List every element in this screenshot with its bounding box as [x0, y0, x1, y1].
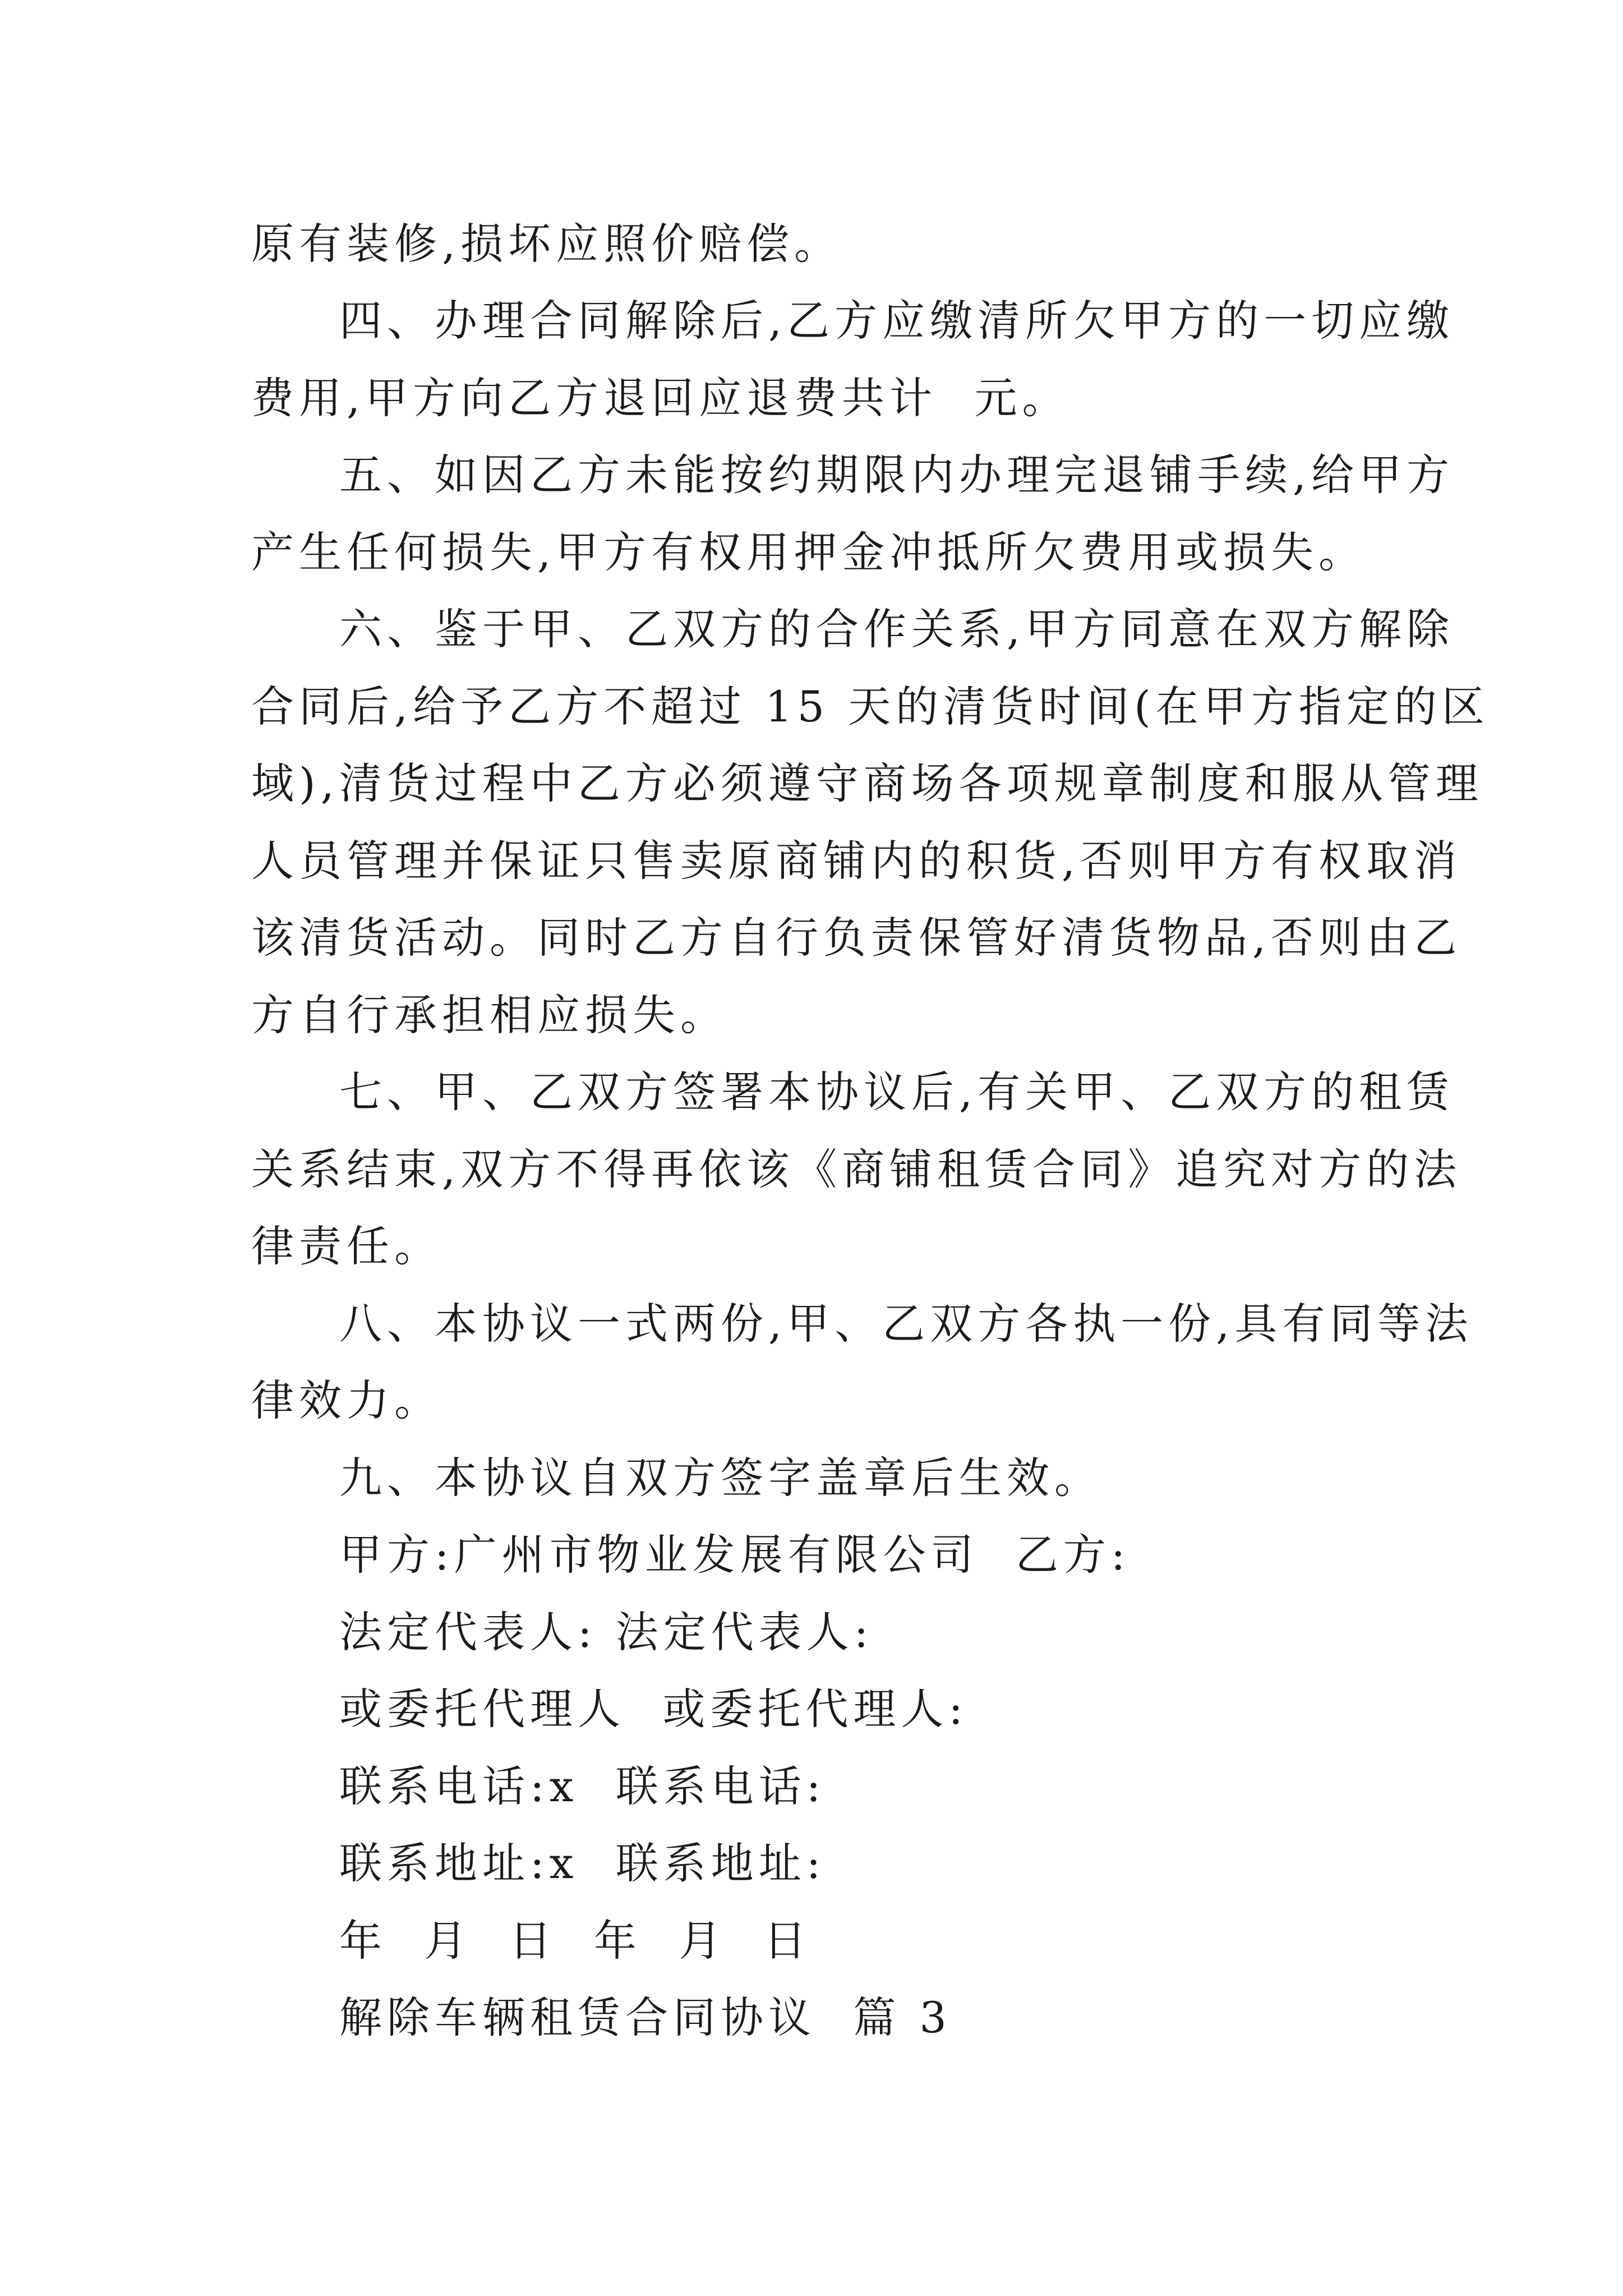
text-line-21: 联系电话:x 联系电话:: [339, 1761, 826, 1811]
text-line-1: 原有装修,损坏应照价赔偿。: [251, 219, 842, 269]
text-line-24: 解除车辆租赁合同协议 篇 3: [339, 1993, 952, 2042]
text-line-13: 关系结束,双方不得再依该《商铺租赁合同》追究对方的法: [251, 1144, 1462, 1194]
text-line-19: 法定代表人: 法定代表人:: [339, 1607, 874, 1657]
text-line-16: 律效力。: [251, 1375, 442, 1425]
text-line-8: 域),清货过程中乙方必须遵守商场各项规章制度和服从管理: [251, 758, 1483, 808]
text-line-17: 九、本协议自双方签字盖章后生效。: [339, 1453, 1102, 1503]
text-line-7: 合同后,给予乙方不超过 15 天的清货时间(在甲方指定的区: [251, 682, 1490, 731]
text-line-6: 六、鉴于甲、乙双方的合作关系,甲方同意在双方解除: [339, 604, 1455, 654]
text-line-2: 四、办理合同解除后,乙方应缴清所欠甲方的一切应缴: [339, 296, 1455, 346]
text-line-23: 年 月 日 年 月 日: [339, 1916, 811, 1966]
text-line-11: 方自行承担相应损失。: [251, 990, 728, 1040]
text-line-3: 费用,甲方向乙方退回应退费共计 元。: [251, 373, 1070, 423]
text-line-5: 产生任何损失,甲方有权用押金冲抵所欠费用或损失。: [251, 527, 1367, 577]
text-line-14: 律责任。: [251, 1221, 442, 1271]
text-line-22: 联系地址:x 联系地址:: [339, 1838, 826, 1888]
text-line-20: 或委托代理人 或委托代理人:: [339, 1684, 968, 1734]
text-line-9: 人员管理并保证只售卖原商铺内的积货,否则甲方有权取消: [251, 836, 1462, 886]
text-line-4: 五、如因乙方未能按约期限内办理完退铺手续,给甲方: [339, 450, 1455, 500]
text-line-18: 甲方:广州市物业发展有限公司 乙方:: [339, 1530, 1131, 1580]
text-line-15: 八、本协议一式两份,甲、乙双方各执一份,具有同等法: [339, 1299, 1473, 1349]
text-line-10: 该清货活动。同时乙方自行负责保管好清货物品,否则由乙: [251, 913, 1462, 963]
text-line-12: 七、甲、乙双方签署本协议后,有关甲、乙双方的租赁: [339, 1067, 1455, 1117]
